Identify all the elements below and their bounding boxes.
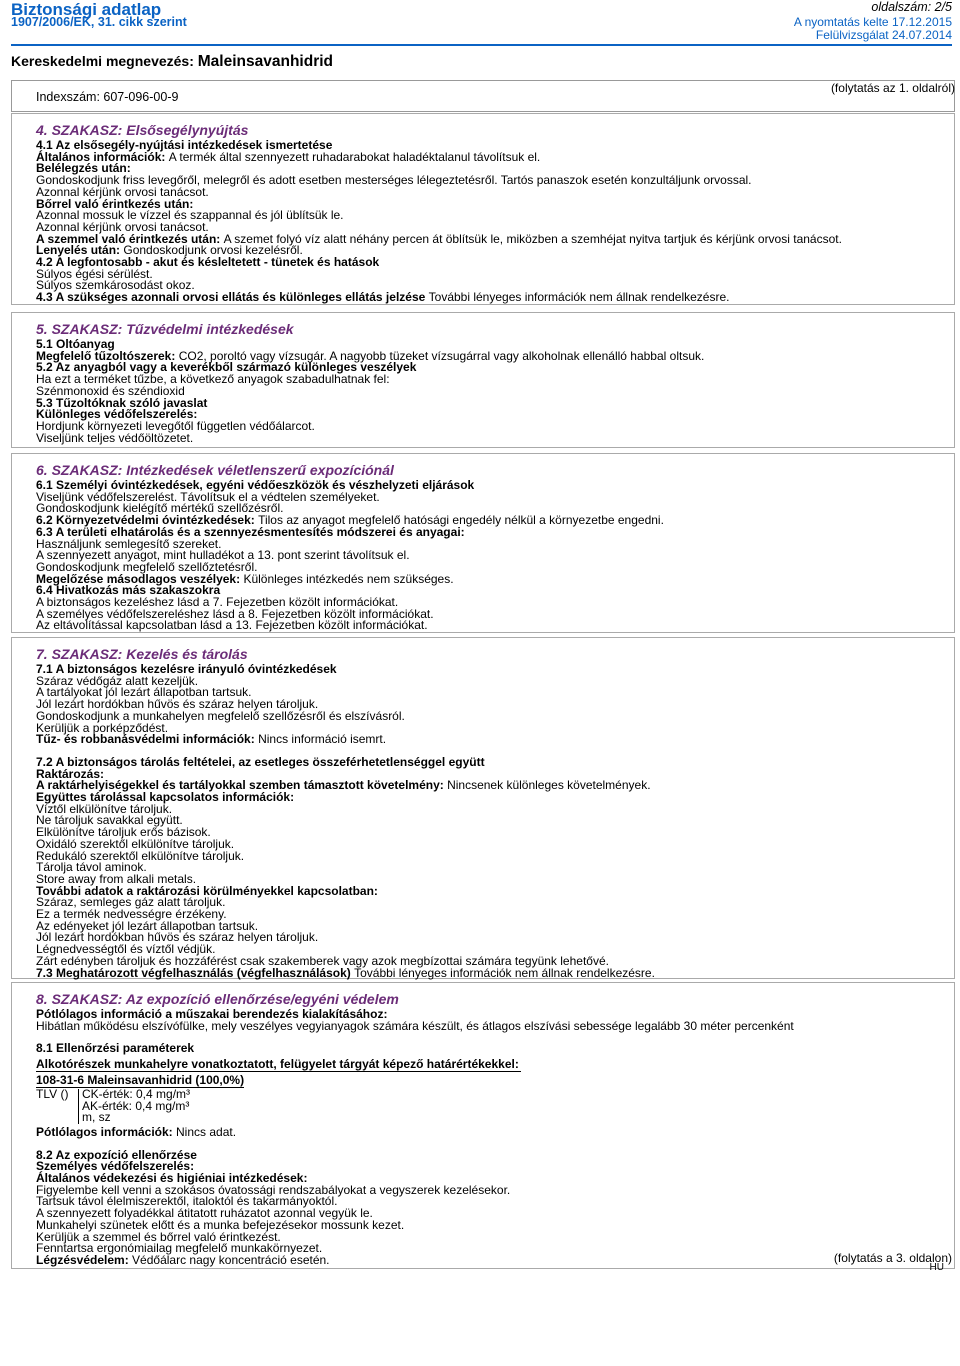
tlv-value: m, sz — [82, 1110, 111, 1125]
text-run: Tilos az anyagot megfelelő hatósági engedély nélkül a környezetbe engedni. — [258, 513, 664, 528]
text-run: Súlyos égési sérülést. — [36, 266, 153, 281]
text-line — [36, 848, 950, 863]
section-7 — [11, 637, 955, 979]
bold-label: 6.2 Környezetvédelmi óvintézkedések: — [36, 513, 259, 528]
bold-label: 7.1 A biztonságos kezelésre irányuló óvintézkedések — [36, 662, 337, 676]
text-run: Viseljünk védőfelszerelést. Távolítsuk el a védtelen személyeket. — [36, 489, 380, 504]
text-run: Kerüljük a szemmel és bőrrel való érintkezést. — [36, 1229, 281, 1244]
section-8-body — [36, 1124, 950, 1267]
bold-label: Általános információk: — [36, 149, 169, 164]
trade-name-row — [11, 53, 333, 71]
text-line — [36, 708, 950, 723]
text-run: Figyelembe kell venni a szokásos óvatossági rendszabályokat a vegyszerek kezelésekor. — [36, 1182, 511, 1197]
text-line — [36, 620, 950, 632]
text-run: Fenntartsa ergonómiailag megfelelő munkakörnyezet. — [36, 1241, 323, 1256]
bold-label: Tűz- és robbanásvédelmi információk: — [36, 732, 259, 747]
text-run: A biztonságos kezeléshez lásd a 7. Fejezetben közölt információkat. — [36, 595, 399, 610]
section-4-body — [36, 140, 950, 304]
bold-label: 7.3 Meghatározott végfelhasználás (végfelhasználások) — [36, 965, 355, 980]
trade-name-value: Maleinsavanhidrid — [197, 53, 333, 70]
text-line — [36, 257, 950, 269]
text-line — [36, 1124, 950, 1139]
bold-label: Lenyelés után: — [36, 243, 124, 258]
section-6-title: 6. SZAKASZ: Intézkedések véletlenszerű expozíciónál — [36, 462, 394, 478]
header-rule — [11, 44, 952, 46]
text-run: A szennyezett anyagot, mint hulladékot a 13. pont szerint távolítsuk el. — [36, 548, 410, 563]
bold-label: Pótlólagos információ a műszakai berendezés kialakításához: — [36, 1007, 388, 1021]
text-line — [36, 1252, 950, 1267]
bold-label: Együttes tárolással kapcsolatos információk: — [36, 790, 295, 805]
text-line — [36, 792, 950, 804]
bold-label: Megelőzése másodlagos veszélyek: — [36, 571, 244, 586]
bold-label: Megfelelő tűzoltószerek: — [36, 348, 179, 363]
page-number: oldalszám: 2/5 — [871, 0, 952, 14]
text-run: Használjunk semlegesítő szereket. — [36, 536, 222, 551]
section-4 — [11, 113, 955, 305]
exposure-table-header: Alkotórészek munkahelyre vonatkoztatott, felügyelet tárgyát képező határértékekkel: — [36, 1057, 519, 1072]
text-line — [36, 1043, 950, 1055]
section-5-title: 5. SZAKASZ: Tűzvédelmi intézkedések — [36, 321, 294, 337]
text-run: Munkahelyi szünetek előtt és a munka befejezésekor mossunk kezet. — [36, 1217, 405, 1232]
text-run: Gondoskodjunk friss levegőről, melegről és adott esetben mesterséges lélegeztetésről. Tartós panaszok esetén konzultáljunk orvossal. — [36, 173, 752, 188]
continued-to: (folytatás a 3. oldalon) — [833, 1251, 952, 1265]
bold-label: A szemmel való érintkezés után: — [36, 231, 224, 246]
text-run: Store away from alkali metals. — [36, 871, 197, 886]
bold-label: 6.4 Hivatkozás más szakaszokra — [36, 583, 221, 598]
text-run: Viseljünk teljes védőöltözetet. — [36, 430, 194, 445]
text-run: Jól lezárt hordókban hűvös és száraz helyen tároljuk. — [36, 697, 319, 712]
section-8 — [11, 982, 955, 1269]
text-run: Ez a termék nedvességre érzékeny. — [36, 907, 227, 922]
bold-label: Bőrrel való érintkezés után: — [36, 196, 194, 211]
text-run: További lényeges információk nem állnak rendelkezésre. — [428, 290, 730, 305]
section-4-title: 4. SZAKASZ: Elsősegélynyújtás — [36, 122, 249, 138]
bold-label: 7.2 A biztonságos tárolás feltételei, az esetleges összeférhetetlenséggel együtt — [36, 754, 485, 769]
section-6-body — [36, 480, 950, 632]
bold-label: Raktározás: — [36, 766, 105, 781]
bold-label: 8.1 Ellenőrzési paraméterek — [36, 1041, 195, 1056]
text-run: Gondoskodjunk a munkahelyen megfelelő szellőzésről és elszívásról. — [36, 708, 405, 723]
text-run: Hordjunk környezeti levegőtől független védőálarcot. — [36, 418, 315, 433]
text-run: A termék által szennyezett ruhadarabokat haladéktalanul távolítsuk el. — [168, 149, 541, 164]
text-run: Tárolja távol aminok. — [36, 860, 147, 875]
bold-label: 6.1 Személyi óvintézkedések, egyéni védőeszközök és vészhelyzeti eljárások — [36, 478, 475, 492]
text-run: Gondoskodjunk orvosi kezelésről. — [123, 243, 303, 258]
bold-label: 6.3 A területi elhatárolás és a szennyezésmentesítés módszerei és anyagai: — [36, 524, 465, 539]
bold-label: Belélegzés után: — [36, 161, 131, 176]
text-run: Azonnal kérjünk orvosi tanácsot. — [36, 219, 209, 234]
text-run: Redukáló szerektől elkülönítve tároljuk. — [36, 848, 245, 863]
print-date: A nyomtatás kelte 17.12.2015 — [793, 15, 952, 29]
text-run: Ha ezt a terméket tűzbe, a következő anyagok szabadulhatnak fel: — [36, 372, 390, 387]
bold-label: 5.2 Az anyagból vagy a keverékből származó különleges veszélyek — [36, 360, 417, 375]
text-run: CO2, poroltó vagy vízsugár. A nagyobb tüzeket vízsugárral vagy alkoholnak ellenálló habbal oltsuk. — [178, 348, 705, 363]
section-6 — [11, 453, 955, 633]
text-run: Tartsuk távol élelmiszerektől, italoktól és takarmányoktól. — [36, 1194, 338, 1209]
bold-label: 5.3 Tűzoltóknak szóló javaslat — [36, 395, 208, 410]
bold-label: 5.1 Oltóanyag — [36, 337, 115, 351]
tlv-value: AK-érték: 0,4 mg/m³ — [82, 1098, 190, 1113]
bold-label: Pótlólagos információk: — [36, 1124, 177, 1139]
text-run: Zárt edényben tároljuk és hozzáférést csak szakemberek vagy azok megbízottai számára tegyünk lehetővé. — [36, 953, 609, 968]
tlv-values — [78, 1086, 191, 1125]
bold-label: 4.2 A legfontosabb - akut és késleltetett - tünetek és hatások — [36, 255, 380, 270]
bold-label: Általános védekezési és higiéniai intézkedések: — [36, 1171, 308, 1186]
text-run: Oxidáló szerektől elkülönítve tároljuk. — [36, 836, 235, 851]
text-run: Gondoskodjunk megfelelő szellőztetésről. — [36, 559, 258, 574]
tlv-row — [36, 1086, 950, 1125]
text-run: Légnedvességtől és víztől védjük. — [36, 942, 216, 957]
text-run: Azonnal kérjünk orvosi tanácsot. — [36, 184, 209, 199]
substance-row — [36, 1075, 950, 1088]
text-run: A szennyezett folyadékkal átitatott ruházatot azonnal vegyük le. — [36, 1206, 373, 1221]
bold-label: 4.1 Az elsősegély-nyújtási intézkedések ismertetése — [36, 138, 333, 152]
text-run: Az eltávolítással kapcsolatban lásd a 13. Fejezetben közölt információkat. — [36, 618, 428, 633]
text-run: Védőálarc nagy koncentráció esetén. — [132, 1252, 330, 1267]
section-8-title: 8. SZAKASZ: Az expozíció ellenőrzése/egyéni védelem — [36, 991, 399, 1007]
section-5 — [11, 312, 955, 448]
text-run: A személyes védőfelszereléshez lásd a 8. Fejezetben közölt információkat. — [36, 606, 434, 621]
bold-label: További adatok a raktározási körülményekkel kapcsolatban: — [36, 883, 378, 898]
bold-label: Személyes védőfelszerelés: — [36, 1159, 195, 1174]
tlv-label: TLV () — [36, 1086, 69, 1101]
text-run: Az edényeket jól lezárt állapotban tartsuk. — [36, 918, 259, 933]
text-run: Szénmonoxid és széndioxid — [36, 383, 185, 398]
section-7-title: 7. SZAKASZ: Kezelés és tárolás — [36, 646, 248, 662]
continued-from: (folytatás az 1. oldalról) — [830, 81, 955, 95]
text-line — [36, 965, 950, 980]
text-line — [36, 430, 950, 445]
trade-name-label: Kereskedelmi megnevezés: — [11, 53, 194, 69]
index-number: Indexszám: 607-096-00-9 — [36, 90, 179, 104]
text-run: Különleges intézkedés nem szükséges. — [243, 571, 454, 586]
header-dates — [794, 16, 952, 42]
section-7-body — [36, 664, 950, 979]
text-run: Hibátlan működésu elszívófülke, mely veszélyes vegyianyagok számára készült, és átlagos elszívási sebessége legalább 30 méter percenként — [36, 1018, 794, 1033]
bold-label: 4.3 A szükséges azonnali orvosi ellátás és különleges ellátás jelzése — [36, 290, 429, 305]
substance-name: 108-31-6 Maleinsavanhidrid (100,0%) — [36, 1073, 245, 1088]
section-8-intro — [36, 1009, 950, 1055]
text-run: Azonnal mossuk le vízzel és szappannal és jól üblítsük le. — [36, 208, 344, 223]
text-run: A szemet folyó víz alatt néhány percen át öblítsük le, miközben a szemhéjat nyitva tartjuk és kérjünk orvosi tanácsot. — [223, 231, 842, 246]
text-run: Súlyos szemkárosodást okoz. — [36, 278, 195, 293]
bold-label: Különleges védőfelszerelés: — [36, 407, 198, 422]
text-line — [36, 149, 950, 164]
text-line — [36, 754, 950, 769]
text-line — [36, 292, 950, 304]
text-run: Száraz védőgáz alatt kezeljük. — [36, 673, 199, 688]
bold-label: Légzésvédelem: — [36, 1252, 133, 1267]
text-run: Száraz, semleges gáz alatt tároljuk. — [36, 895, 226, 910]
text-run: További lényeges információk nem állnak rendelkezésre. — [354, 965, 655, 980]
language-code: HU — [929, 1262, 944, 1273]
text-run: Kerüljük a porképződést. — [36, 720, 169, 735]
text-line — [36, 1018, 950, 1033]
bold-label: A raktárhelyiségekkel és tartályokkal szemben támasztott követelmény: — [36, 778, 448, 793]
text-run: Víztől elkülönítve tároljuk. — [36, 801, 173, 816]
tlv-value: CK-érték: 0,4 mg/m³ — [82, 1086, 191, 1101]
text-run: Ne tároljuk savakkal együtt. — [36, 813, 183, 828]
text-run: Nincs információ isemrt. — [258, 732, 387, 747]
text-run: Nincsenek különleges követelmények. — [447, 778, 651, 793]
text-run: Elkülönítve tároljuk erős bázisok. — [36, 825, 211, 840]
section-5-body — [36, 339, 950, 444]
text-run: Jól lezárt hordókban hűvös és száraz helyen tároljuk. — [36, 930, 319, 945]
header-regulation: 1907/2006/EK, 31. cikk szerint — [11, 15, 187, 29]
header-title: Biztonsági adatlap — [11, 0, 162, 19]
bold-label: 8.2 Az expozíció ellenőrzése — [36, 1147, 197, 1162]
text-run: Nincs adat. — [176, 1124, 237, 1139]
revision-date: Felülvizsgálat 24.07.2014 — [815, 28, 952, 42]
text-line — [36, 734, 950, 746]
text-run: A tartályokat jól lezárt állapotban tartsuk. — [36, 685, 252, 700]
text-run: Gondoskodjunk kielégítő mértékű szellőzésről. — [36, 501, 284, 516]
